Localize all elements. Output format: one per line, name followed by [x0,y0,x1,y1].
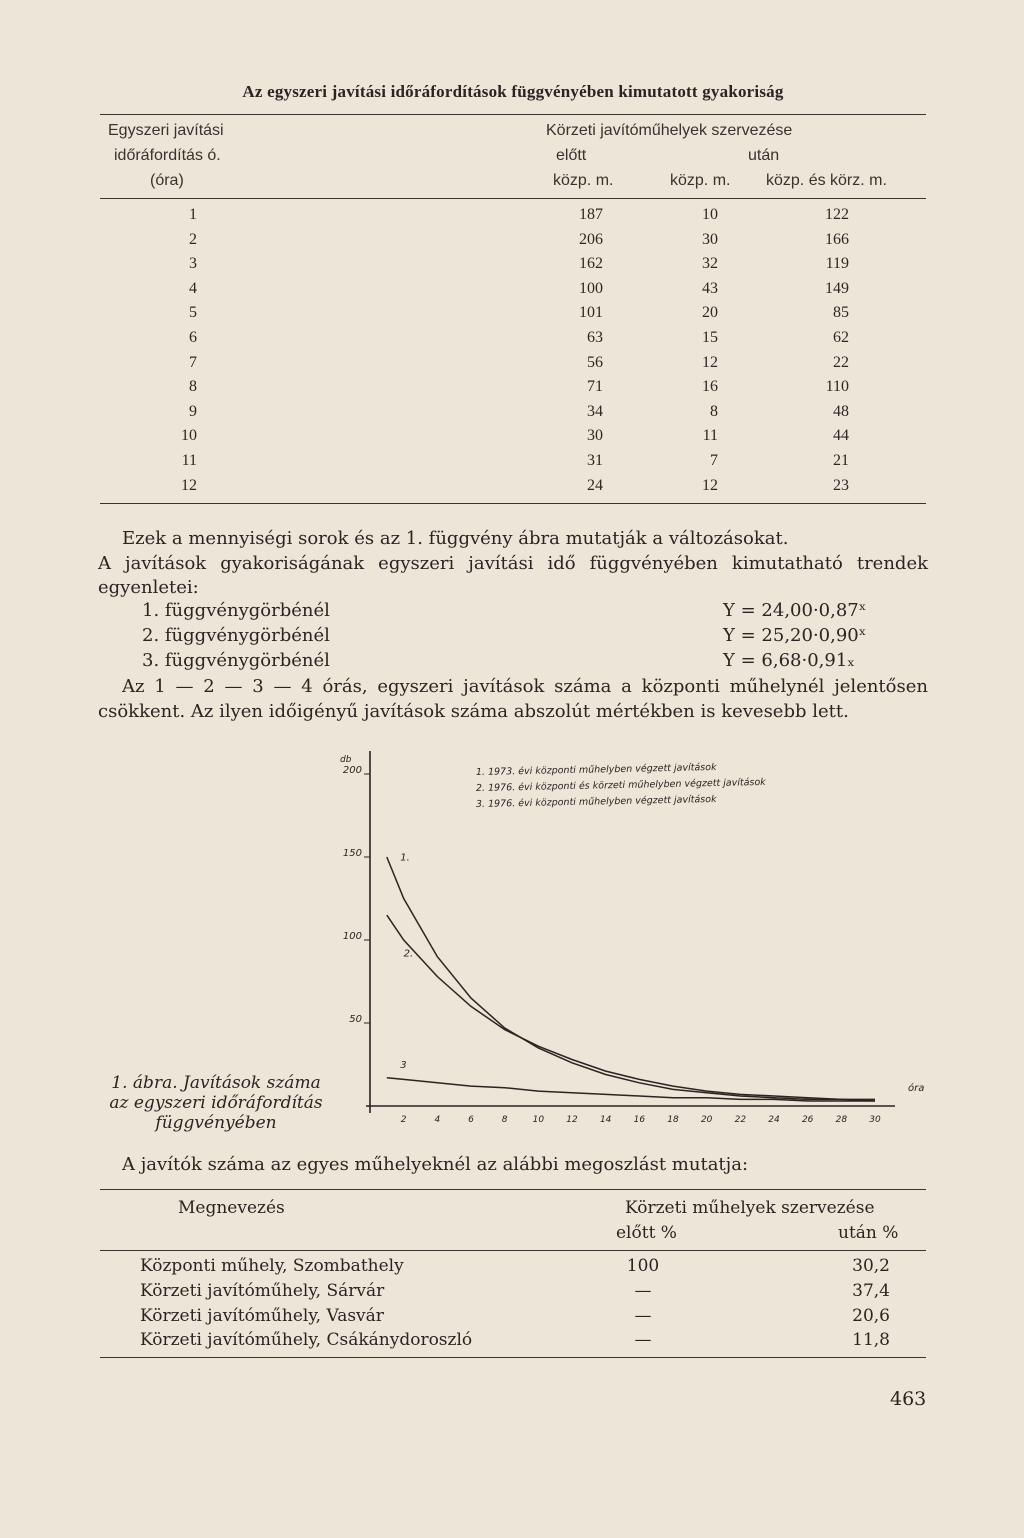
x-tick-label: 22 [734,1115,747,1125]
table1-cell: 63 [587,329,603,346]
x-tick-label: 4 [434,1115,441,1125]
figure-caption [98,1073,334,1133]
after-label: után [748,147,780,164]
table-title: Az egyszeri javítási időráfordítások függvényében kimutatott gyakoriság [242,82,784,101]
table2-row-after: 30,2 [852,1256,890,1276]
paragraph-1-line1: Ezek a mennyiségi sorok és az 1. függvény ábra mutatják a változásokat. [122,528,789,549]
figure-caption-line3: függvényében [155,1113,277,1133]
curve-1 [387,857,875,1101]
table1-cell: 3 [189,255,197,273]
table1-cell: 15 [702,329,718,346]
x-axis-unit: óra [908,1083,925,1094]
page-number: 463 [890,1388,927,1410]
table2-row-name: Körzeti javítóműhely, Sárvár [140,1280,385,1301]
subheader-after-central: közp. m. [670,172,731,189]
table1-cell: 8 [189,378,197,396]
table1-cell: 119 [825,255,849,273]
table1-cell: 110 [825,378,849,396]
figure-1-chart [330,745,940,1135]
curve-label-1: 1. [400,852,410,864]
table1-cell: 20 [702,304,718,322]
table2-before-header: előtt % [616,1223,677,1243]
table1-cell: 1 [189,206,197,223]
table1-cell: 48 [833,402,849,420]
equation-2: Y = 25,20·0,90ˣ [723,625,867,646]
table2-row-before: 100 [626,1256,660,1276]
table1-cell: 11 [181,452,197,469]
col1-header-line2: időráfordítás ó. [114,147,221,164]
table1-cell: 44 [833,427,849,445]
table1-cell: 23 [833,476,849,494]
x-tick-label: 30 [869,1115,881,1125]
curve-label-3: 3 [400,1059,407,1071]
table1-cell: 122 [825,206,849,223]
paragraph-3: A javítók száma az egyes műhelyeknél az alábbi megoszlást mutatja: [122,1154,749,1175]
y-tick-label: 100 [342,931,362,942]
table2-row-before: — [634,1305,652,1326]
table1-cell: 149 [825,279,849,297]
table1-cell: 62 [833,329,849,346]
paragraph-1 [98,527,928,601]
table1-cell: 187 [579,206,603,223]
x-tick-label: 28 [835,1115,848,1125]
table1-cell: 12 [702,353,718,371]
x-tick-label: 6 [468,1115,474,1125]
x-tick-label: 8 [501,1115,508,1125]
x-tick-label: 2 [400,1115,407,1125]
equation-3: Y = 6,68·0,91ₓ [723,650,855,671]
figure-caption-line2: az egyszeri időráfordítás [109,1093,323,1113]
y-tick-label: 200 [342,765,362,776]
table1-cell: 21 [833,452,849,469]
table1-cell: 10 [181,427,197,445]
legend-entry-1: 1. 1973. évi központi műhelyben végzett javítások [475,761,717,778]
figure-caption-line1: 1. ábra. Javítások száma [111,1073,321,1093]
x-tick-label: 14 [599,1115,612,1125]
table2-row-after: 20,6 [852,1305,890,1326]
table2-header-rule [100,1250,926,1251]
y-tick-label: 150 [342,848,362,859]
table2-row-name: Körzeti javítóműhely, Vasvár [140,1305,384,1326]
equation-label-2: 2. függvénygörbénél [142,625,330,646]
equation-1: Y = 24,00·0,87ˣ [723,600,867,621]
table2-row-before: — [634,1280,652,1301]
x-tick-label: 18 [667,1115,679,1125]
table2-row-after: 37,4 [852,1280,890,1301]
curve-label-2: 2. [403,948,414,960]
table1-cell: 12 [181,476,197,494]
x-tick-label: 16 [633,1115,646,1125]
y-axis-unit: db [340,755,352,765]
table2-after-header: után % [838,1223,899,1243]
table1-cell: 31 [587,452,603,469]
table2-row-before: — [634,1330,652,1351]
table1-bottom-rule [100,503,926,504]
before-label: előtt [556,147,587,164]
table1-cell: 206 [579,230,603,248]
table1-cell: 101 [579,304,603,322]
x-tick-label: 10 [532,1115,545,1125]
table1-cell: 162 [579,255,603,273]
table2-bottom-rule [100,1357,926,1358]
table1-cell: 2 [189,230,197,248]
table1-cell: 16 [702,378,718,396]
table1-cell: 6 [189,329,197,346]
y-tick-label: 50 [349,1014,362,1025]
table1-cell: 7 [189,353,197,371]
table1-cell: 71 [587,378,603,396]
equation-label-3: 3. függvénygörbénél [142,650,330,671]
legend-entry-3: 3. 1976. évi központi műhelyben végzett javítások [475,793,717,810]
table1-cell: 43 [702,279,718,297]
table1-cell: 4 [189,279,197,297]
table1-header-rule [100,198,926,199]
legend-entry-2: 2. 1976. évi központi és körzeti műhelyben végzett javítások [475,776,766,794]
group-header: Körzeti javítóműhelyek szervezése [546,122,793,139]
col1-header-line3: (óra) [150,172,184,189]
table1-cell: 11 [702,427,718,445]
table2-top-rule [100,1189,926,1190]
x-tick-label: 26 [801,1115,814,1125]
x-tick-label: 12 [566,1115,578,1125]
table1-cell: 56 [587,353,603,371]
paragraph-2: Az 1 — 2 — 3 — 4 órás, egyszeri javítások száma a központi műhelynél jelentősen csökkent. Az ilyen időigényű javítások száma abszolút mértékben is kevesebb lett. [98,676,928,722]
table1-cell: 30 [587,427,603,445]
table1-cell: 7 [710,452,718,469]
table2-col1-header: Megnevezés [178,1198,285,1218]
table1-top-rule [100,114,926,115]
table1-cell: 12 [702,476,718,494]
table1-cell: 34 [587,402,603,420]
table1-cell: 100 [579,279,603,297]
x-tick-label: 20 [700,1115,713,1125]
table2-row-after: 11,8 [852,1330,890,1351]
x-tick-label: 24 [768,1115,780,1125]
curve-2 [387,915,875,1099]
table1-cell: 9 [189,402,197,420]
table1-cell: 10 [702,206,718,223]
table1-cell: 32 [702,255,718,273]
table2-row-name: Körzeti javítóműhely, Csákánydoroszló [140,1330,473,1351]
table1-cell: 5 [189,304,197,322]
table1-cell: 24 [587,476,603,494]
table2-group-header: Körzeti műhelyek szervezése [625,1198,875,1218]
table1-cell: 166 [825,230,849,248]
col1-header-line1: Egyszeri javítási [108,122,224,139]
table1-cell: 30 [702,230,718,248]
table1-cell: 22 [833,353,849,371]
table1-cell: 8 [710,402,718,420]
paragraph-1-line2: A javítások gyakoriságának egyszeri javítási idő függvényében kimutatható trendek egyenletei: [98,552,928,598]
subheader-before: közp. m. [553,172,614,189]
subheader-after-both: közp. és körz. m. [766,172,887,189]
equation-label-1: 1. függvénygörbénél [142,600,330,621]
table2-row-name: Központi műhely, Szombathely [140,1256,404,1276]
table1-cell: 85 [833,304,849,322]
